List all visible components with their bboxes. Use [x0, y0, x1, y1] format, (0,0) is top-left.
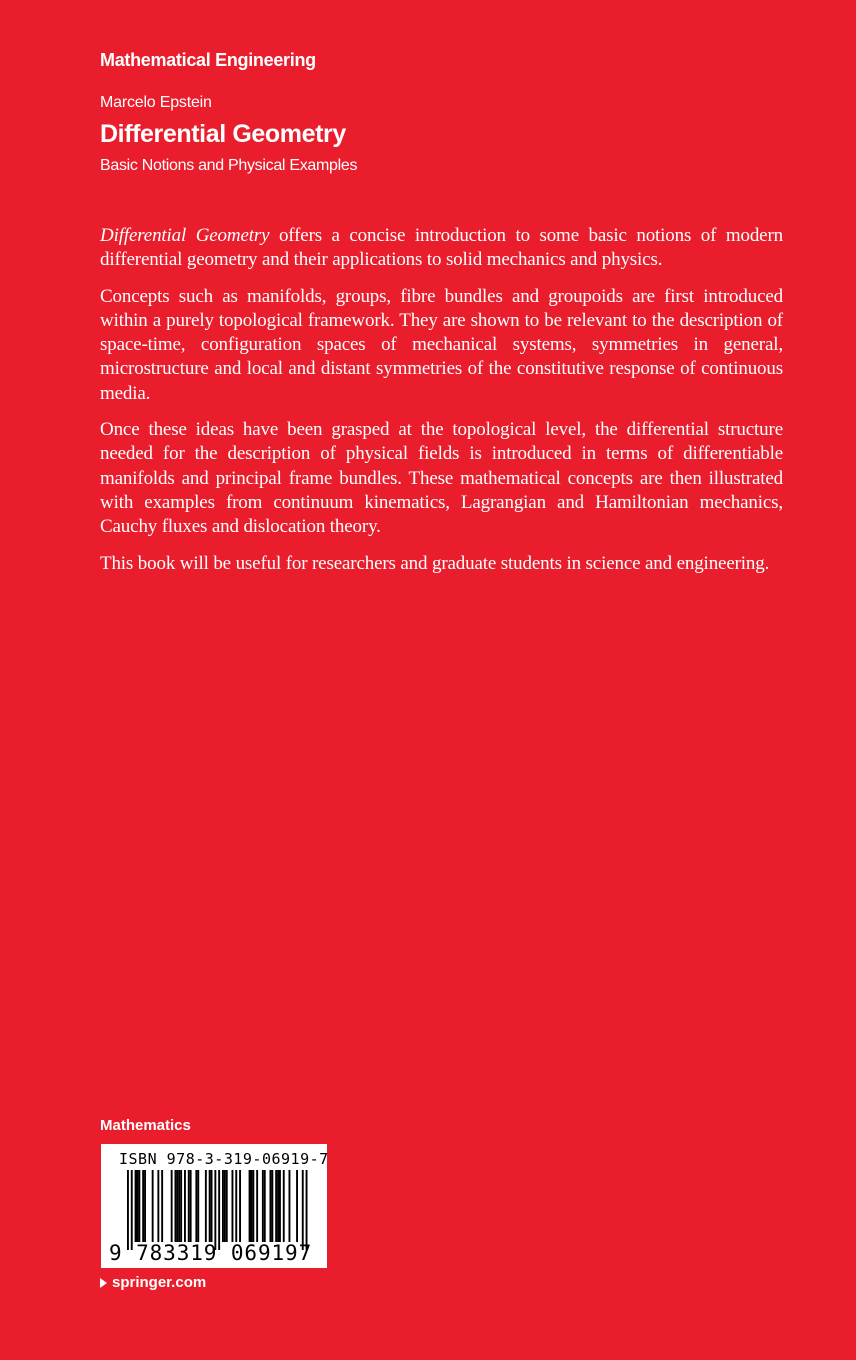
barcode-bar — [138, 1170, 140, 1242]
barcode-bar — [144, 1170, 146, 1242]
barcode-bar — [279, 1170, 281, 1242]
barcode-bar — [152, 1170, 154, 1242]
barcode-bar — [271, 1170, 273, 1242]
barcode-digits: 9 783319 069197 — [109, 1241, 313, 1265]
barcode-bar — [190, 1170, 192, 1242]
barcode-bar — [262, 1170, 264, 1242]
publisher-link-text[interactable]: springer.com — [112, 1274, 207, 1291]
barcode-bar — [275, 1170, 277, 1242]
barcode-bar — [175, 1170, 177, 1242]
blurb-title-italic: Differential Geometry — [100, 225, 270, 246]
back-cover-blurb — [100, 224, 783, 588]
barcode-bar — [195, 1170, 197, 1242]
barcode-bar — [211, 1170, 213, 1242]
barcode-bar — [205, 1170, 207, 1242]
isbn-barcode — [101, 1144, 327, 1268]
barcode-bar — [264, 1170, 266, 1242]
barcode-bar — [142, 1170, 144, 1242]
barcode-bar — [226, 1170, 228, 1242]
barcode-bar — [249, 1170, 251, 1242]
author-name: Marcelo Epstein — [100, 94, 212, 111]
barcode-bar — [235, 1170, 237, 1242]
barcode-bar — [218, 1170, 220, 1250]
barcode-bar — [222, 1170, 224, 1242]
barcode-bar — [239, 1170, 241, 1242]
barcode-bar — [289, 1170, 291, 1242]
series-title: Mathematical Engineering — [100, 50, 316, 70]
blurb-paragraph-1-text: offers a concise introduction to some basic notions of modern differential geometry and their applications to solid mechanics and physics. — [100, 225, 783, 271]
barcode-bar — [251, 1170, 253, 1242]
isbn-label: ISBN 978-3-319-06919-7 — [119, 1150, 329, 1168]
barcode-bar — [171, 1170, 173, 1242]
barcode-bar — [306, 1170, 308, 1250]
barcode-bar — [214, 1170, 216, 1250]
barcode-bar — [224, 1170, 226, 1242]
barcode-bar — [209, 1170, 211, 1242]
barcode-bar — [188, 1170, 190, 1242]
blurb-paragraph-3: Once these ideas have been grasped at the topological level, the differential structure needed for the description of physical fields is introduced in terms of differentiable manifolds and principal frame bundles. These mathematical concepts are then illustrated with examples from continuum kinematics, Lagrangian and Hamiltonian mechanics, Cauchy fluxes and dislocation theory. — [100, 419, 783, 538]
barcode-bar — [157, 1170, 159, 1242]
barcode-bar — [180, 1170, 182, 1242]
book-subtitle: Basic Notions and Physical Examples — [100, 157, 358, 174]
barcode-bar — [277, 1170, 279, 1242]
subject-category: Mathematics — [100, 1117, 191, 1134]
barcode-bar — [197, 1170, 199, 1242]
barcode-bar — [252, 1170, 254, 1242]
blurb-paragraph-2: Concepts such as manifolds, groups, fibre bundles and groupoids are first introduced within a purely topological framework. They are shown to be relevant to the description of space-time, configuration spaces of mechanical systems, symmetries in general, microstructure and local and distant symmetries of the constitutive response of continuous media. — [100, 285, 783, 404]
barcode-bar — [127, 1170, 129, 1250]
triangle-right-icon — [100, 1278, 107, 1288]
barcode-bar — [302, 1170, 304, 1250]
blurb-paragraph-4: This book will be useful for researchers and graduate students in science and engineering. — [100, 552, 770, 574]
blurb-paragraph-1 — [100, 224, 783, 273]
barcode-bar — [184, 1170, 186, 1242]
barcode-bar — [176, 1170, 178, 1242]
barcode-bar — [232, 1170, 234, 1242]
barcode-bar — [135, 1170, 137, 1242]
barcode-bar — [161, 1170, 163, 1242]
barcode-bar — [296, 1170, 298, 1242]
barcode-bar — [131, 1170, 133, 1250]
book-title: Differential Geometry — [100, 120, 346, 148]
publisher-link[interactable] — [100, 1274, 206, 1291]
barcode-bar — [270, 1170, 272, 1242]
barcode-bar — [137, 1170, 139, 1242]
barcode-bar — [283, 1170, 285, 1242]
barcode-bar — [178, 1170, 180, 1242]
barcode-bar — [256, 1170, 258, 1242]
